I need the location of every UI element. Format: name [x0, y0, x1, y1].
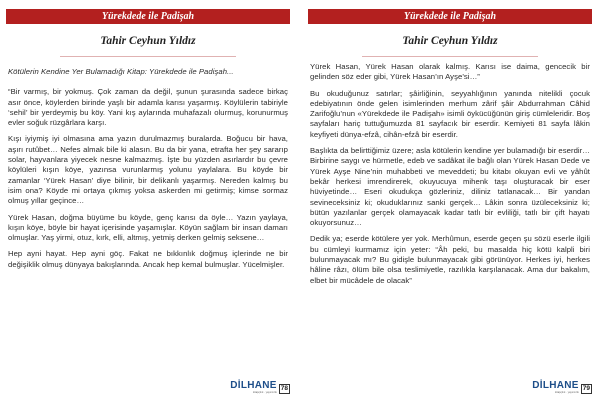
right-page	[308, 0, 592, 400]
right-paragraph-1: Yürek Hasan, Yürek Hasan olarak kalmış. Karısı ise daima, gencecik bir gelinden söz eder gibi, Yürek Hasan’ın Ayşe’si…”	[310, 62, 590, 82]
right-publisher-logo	[532, 381, 592, 394]
right-paragraph-4: Dedik ya; eserde kötülere yer yok. Merhûmun, eserde geçen şu sözü eserle ilgili bu cümleyi kurmamız için yeter: “Âh peki, bu masalda hiç kötü kalpli biri bulunmayacak mı? Bu gidişle bulunmayacak gibi görünüyor. Herkes iyi, herkes hâline râzı, ölüm bile olsa teslimiyetle, razılıkla karşılanacak. Ama dur bakalım, elbet bir mücâdele de olacak”	[310, 234, 590, 285]
left-page-number: 78	[280, 385, 288, 392]
right-author-rule	[362, 56, 538, 57]
left-page	[6, 0, 290, 400]
right-logo-tagline: kitapçılık · yayıncılık	[555, 391, 579, 394]
right-paragraph-2: Bu okuduğunuz satırlar; şâirliğinin, seyyahlığının yanında nitelikli çocuk edebiyatının önde gelen isimlerinden merhum zârif şâir Abdurrahman Câhid Zarifoğlu’nun «Yürekdede ile Padişah» isimli öykücüğünün giriş cümleleridir. Boş sayfaları hariç tuttuğumuzda 81 sayfacık bir eserdir. Kemiyeti 81 sayfa lâkin keyfiyeti dünya-efzâ, cihân-efzâ bir eserdir.	[310, 88, 590, 139]
left-author: Tahir Ceyhun Yıldız	[100, 35, 196, 47]
left-paragraph-3: Yürek Hasan, doğma büyüme bu köyde, genç karısı da öyle… Yazın yaylaya, kışın köye, böyle bir hayat içerisinde yaşamışlar. Köyün sağlam bir insan damarı olmuşlar. Yaş yirmi, otuz, kırk, elli, altmış, yetmiş derken gelmiş seksene…	[8, 212, 288, 243]
right-logo-word: DİLHANE	[532, 380, 579, 391]
left-banner: Yürekdede ile Padişah	[6, 9, 290, 24]
right-page-number: 79	[582, 385, 590, 392]
left-body	[6, 67, 290, 270]
left-subtitle: Kötülerin Kendine Yer Bulamadığı Kitap: Yürekdede ile Padişah...	[8, 67, 234, 76]
left-publisher-logo	[230, 381, 290, 394]
left-paragraph-2: Kışı iyiymiş iyi olmasına ama yazın durulmazmış buralarda. Boğucu bir hava, aşırı rutûbet… Nefes almak bile ki alasın. Bu da bir yana, etrafta her şey sararıp solar, hayvanlara yiyecek nesne kalmazmış. İşte bu yüzden asırlardır bu çevre köylüleri kışın köye, yazınsa vurunlarmış yolunu yaylalara. Bu köyde bir zamanlar ‘Yürek Hasan’ diye bilinir, bir delikanlı yaşarmış. Nereden kalmış bu isim ona? Köyde mi ortaya çıkmış yoksa askerden mi getirmiş; kimse sormaz olmuş yıllar geçince…	[8, 134, 288, 206]
right-body	[308, 62, 592, 286]
left-paragraph-1: “Bir varmış, bir yokmuş. Çok zaman da değil, şunun şurasında sadece birkaç asır önce, köylerden birinde yaşlı bir adamla karısı yaşarmış. Köylülerin tabiriyle ‘sehil’ bir yerdeymiş bu köy. Yani kış aylarında muhafazalı olurmuş, korunurmuş evler soğuk rüzgârlara karşı.	[8, 87, 288, 128]
right-paragraph-3: Başlıkta da belirttiğimiz üzere; asla kötülerin kendine yer bulamadığı bir eserdir… Birbirine saygı ve hürmetle, edeb ve sadâkat ile bağlı olan Yürek Hasan Dede ve Yürek Ayşe Nine’nin muhabbeti ve meveddeti; bu kitabı okuyan evli ve yâhût bekâr herkesi imrendirerek, okuyucuya mihenk taşı oluşturacak bir eser hüviyetinde… Eseri okudukça gözleriniz, diliniz tatlanacak… Bir yandan sevineceksiniz ki; okuduklarınız sanki gerçek… Lâkin sonra üzüleceksiniz ki; bütün yazılanlar gerçek olamayacak kadar tatlı bir evliliği, tatlı bir çift hayatı okuyorsunuz…	[310, 146, 590, 228]
left-paragraph-4: Hep ayni hayat. Hep ayni göç. Fakat ne bıkkınlık doğmuş içlerinde ne bir değişiklik olmuş dünyaya bakışlarında. Ancak hep kemal bulmuşlar. Yücelmişler.	[8, 249, 288, 269]
left-logo-word: DİLHANE	[230, 380, 277, 391]
left-logo-tagline: kitapçılık · yayıncılık	[253, 391, 277, 394]
left-author-rule	[60, 56, 236, 57]
right-banner: Yürekdede ile Padişah	[308, 9, 592, 24]
right-author: Tahir Ceyhun Yıldız	[402, 35, 498, 47]
